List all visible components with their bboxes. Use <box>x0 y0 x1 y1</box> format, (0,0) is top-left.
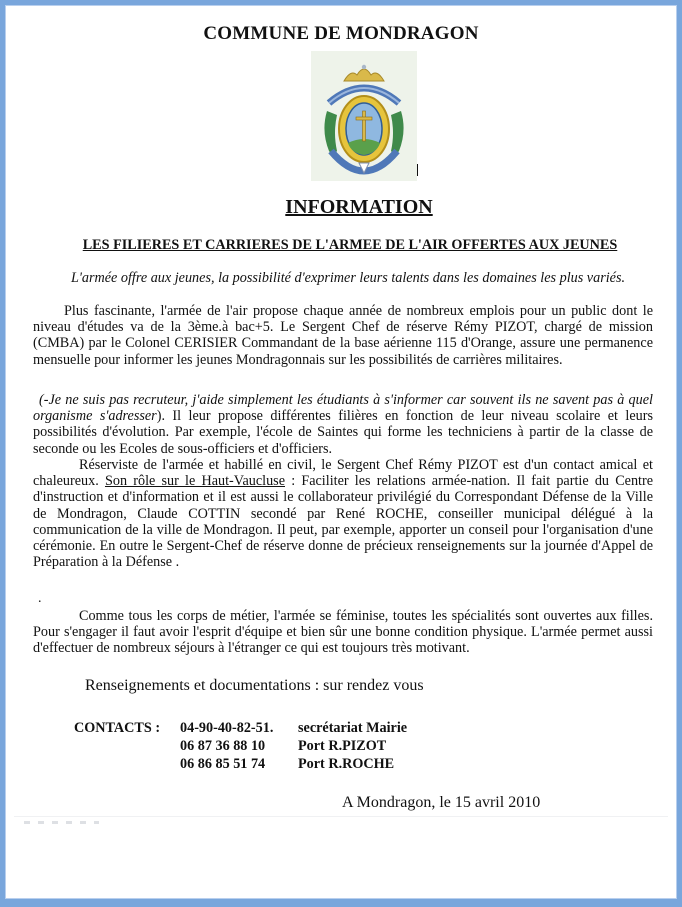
information-heading: INFORMATION <box>285 196 433 218</box>
paragraph-role-start: Réserviste de l'armée et habillé en civil, le Sergent Chef Rémy PIZOT est d'un contact amical et chaleureux. <box>33 457 653 490</box>
signoff-date: A Mondragon, le 15 avril 2010 <box>342 794 541 811</box>
contacts-label: CONTACTS : <box>74 720 161 736</box>
contact-phone: 04-90-40-82-51. <box>180 720 274 736</box>
paragraph-recruiter <box>33 392 653 457</box>
paragraph-role <box>33 457 653 570</box>
role-underlined-text: Son rôle sur le Haut-Vaucluse <box>104 473 285 490</box>
contact-desc: Port R.PIZOT <box>298 738 387 754</box>
document-page <box>5 5 677 899</box>
separator-dot: . <box>38 591 42 606</box>
contact-entry <box>180 737 407 755</box>
paragraph-intro: Plus fascinante, l'armée de l'air propose chaque année de nombreux emplois pour un public dont le niveau d'études va de la 3ème.à bac+5. Le Sergent Chef de réserve Rémy PIZOT, chargé de mission (CMBA) par le Colonel CERISIER Commandant de la base aérienne 115 d'Orange, assure une permanence mensuelle pour informer les jeunes Mondragonnais sur les possibilités de carrières militaires. <box>33 303 653 368</box>
quote-text: (-Je ne suis pas recruteur, j'aide simplement les étudiants à s'informer car souvent ils ne savent pas à quel organisme s'adresser <box>33 392 653 425</box>
contact-entry <box>180 719 407 737</box>
contacts-list <box>180 719 407 773</box>
contact-desc: secrétariat Mairie <box>298 720 408 736</box>
contact-phone: 06 86 85 51 74 <box>180 756 266 772</box>
paragraph-feminisation: Comme tous les corps de métier, l'armée se féminise, toutes les spécialités sont ouvertes aux filles. Pour s'engager il faut avoir l'esprit d'équipe et bien sûr une bonne condition physique. L'armée permet aussi d'effectuer de nombreux séjours à l'étranger ce qui est toujours très motivant. <box>33 608 653 657</box>
paragraph-recruiter-text: ). Il leur propose différentes filières en fonction de leur niveau scolaire et leurs possibilités d'évolution. Par exemple, l'école de Saintes qui forme les techniciens à partir de la classe de seconde ou les Ecoles de sous-officiers et d'officiers. <box>33 408 653 457</box>
tagline: L'armée offre aux jeunes, la possibilité d'exprimer leurs talents dans les domaines les plus variés. <box>70 270 626 286</box>
coat-of-arms-icon <box>311 51 417 181</box>
paragraph-role-rest: : Faciliter les relations armée-nation. Il fait partie du Centre d'instruction et d'information et il est aussi le collaborateur privilégié du Correspondant Défense de la Ville de Mondragon, Claude COTTIN secondé par René ROCHE, conseiller municipal délégué à la communication de la ville de Mondragon. Il peut, par exemple, apporter un conseil pour l'organisation d'une cérémonie. En outre le Sergent-Chef de réserve donne de précieux renseignements sur la journée d'Appel de Préparation à la Défense . <box>33 473 654 571</box>
document-title: COMMUNE DE MONDRAGON <box>203 23 479 44</box>
rendezvous-note: Renseignements et documentations : sur rendez vous <box>85 677 424 694</box>
contact-desc: Port R.ROCHE <box>298 756 395 772</box>
document-subtitle: LES FILIERES ET CARRIERES DE L'ARMEE DE L'AIR OFFERTES AUX JEUNES <box>82 237 618 253</box>
text-cursor-mark <box>417 164 418 176</box>
faint-artifact-marks <box>24 821 99 824</box>
contact-phone: 06 87 36 88 10 <box>180 738 266 754</box>
page-divider <box>14 816 668 817</box>
contact-entry <box>180 755 407 773</box>
